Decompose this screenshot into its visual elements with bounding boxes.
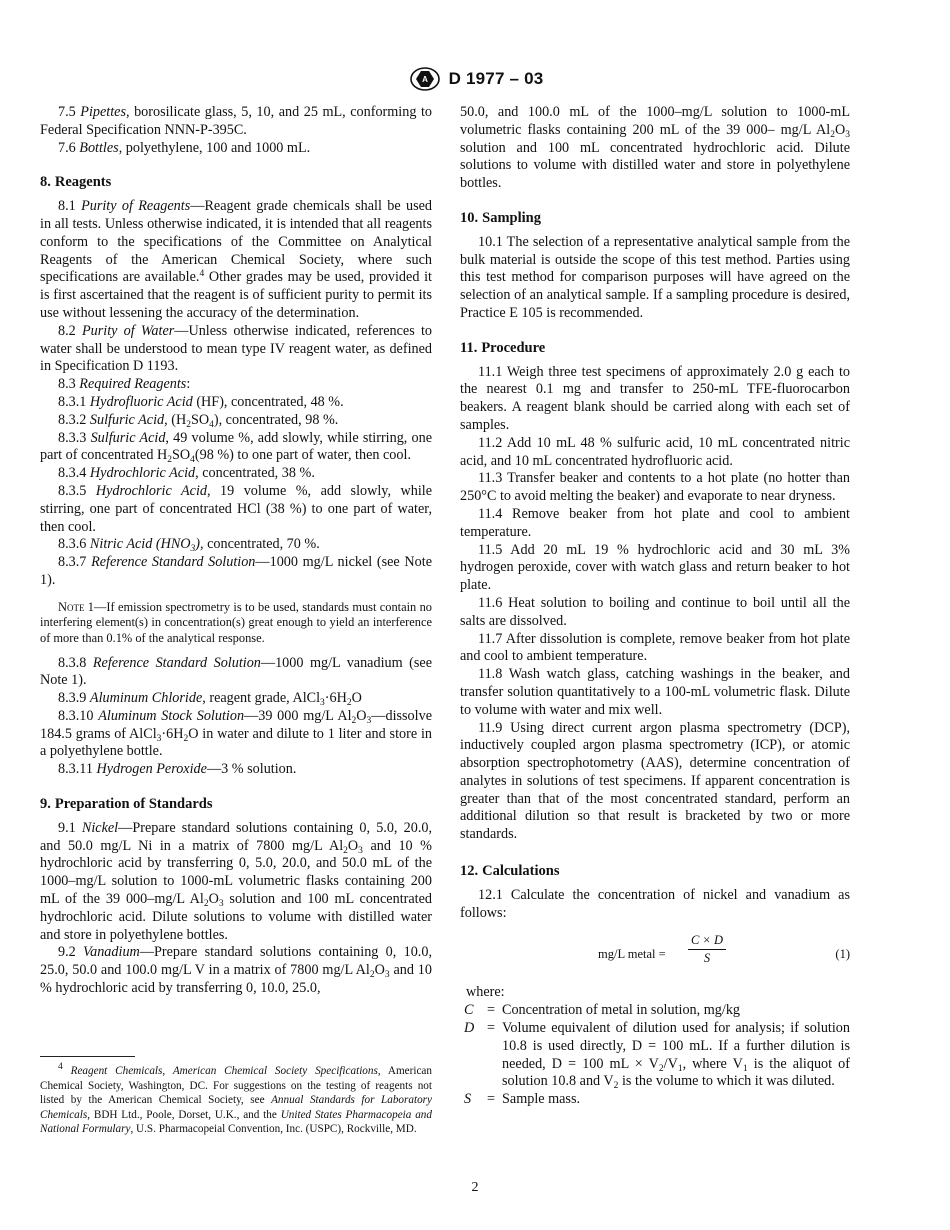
- section-7-6: 7.6 Bottles, polyethylene, 100 and 1000 mL.: [58, 139, 311, 156]
- page-number: 2: [471, 1180, 479, 1195]
- left-column: [40, 104, 432, 998]
- section-8-3-4: 8.3.4 Hydrochloric Acid, concentrated, 38 %.: [58, 465, 315, 482]
- section-11-7: 11.7 After dissolution is complete, remove beaker from hot plate and cool to ambient temperature.: [460, 630, 850, 665]
- where-label: where:: [466, 984, 505, 1001]
- heading-reagents: 8. Reagents: [40, 174, 112, 191]
- section-11-5: 11.5 Add 20 mL 19 % hydrochloric acid and 30 mL 3% hydrogen peroxide, cover with watch glass and return beaker to hot plate.: [460, 541, 850, 594]
- definition-d: D = Volume equivalent of dilution used for analysis; if solution 10.8 is used directly, D = 100 mL. If a further dilution is needed, D = 100 mL × $V_2/V_1$, where $V_1$ is the aliquot of solution 10.8 and $V_2$ is the volume to which it was diluted.: [464, 1020, 850, 1092]
- equation-denominator: S: [703, 951, 711, 966]
- section-8-3-3: 8.3.3 Sulfuric Acid, 49 volume %, add slowly, while stirring, one part of concentrated $H_2SO_4(98$ %) to one part of water, then cool.: [40, 429, 433, 466]
- section-8-1: 8.1 Purity of Reagents—Reagent grade chemicals shall be used in all tests. Unless otherwise indicated, it is intended that all reagents conform to the specifications of the Committee on Analytical Reagents of the American Chemical Society, where such specifications are available.$^4$ Other grades may be used, provided it is first ascertained that the reagent is of sufficient purity to permit its use without lessening the accuracy of the determination.: [40, 198, 433, 321]
- designation: D 1977 – 03: [448, 69, 544, 88]
- heading-procedure: 11. Procedure: [460, 339, 546, 356]
- footnote-4: $^4$ Reagent Chemicals, American Chemical Society Specifications, American Chemical Society, Washington, DC. For suggestions on the testing of reagents not listed by the American Chemical Society, see Annual Standards for Laboratory Chemicals, BDH Ltd., Poole, Dorset, U.K., and the United States Pharmacopeia and National Formulary, U.S. Pharmacopeial Convention, Inc. (USPC), Rockville, MD.: [40, 1062, 432, 1136]
- section-10-1: 10.1 The selection of a representative analytical sample from the bulk material is outside the scope of this test method. Parties using this test method for comparison purposes will have agreed on the selection of an analytical sample. If a sampling procedure is desired, Practice E 105 is recommended.: [460, 233, 850, 321]
- section-8-2: 8.2 Purity of Water—Unless otherwise indicated, references to water shall be understood to mean type IV reagent water, as defined in Specification D 1193.: [40, 322, 432, 375]
- section-8-3-7: 8.3.7 Reference Standard Solution—1000 mg/L nickel (see Note 1).: [40, 554, 432, 588]
- definition-c: C = Concentration of metal in solution, mg/kg: [464, 1002, 741, 1019]
- section-11-4: 11.4 Remove beaker from hot plate and cool to ambient temperature.: [460, 505, 850, 540]
- astm-logo-icon: [407, 66, 443, 92]
- heading-calculations: 12. Calculations: [460, 863, 560, 880]
- section-11-3: 11.3 Transfer beaker and contents to a hot plate (no hotter than 250°C to avoid melting the beaker) and evaporate to near dryness.: [460, 470, 850, 505]
- section-8-3-9: 8.3.9 Aluminum Chloride, reagent grade, $AlCl_3\cdot 6H_2O$: [58, 690, 362, 709]
- section-11-1: 11.1 Weigh three test specimens of approximately 2.0 g each to the nearest 0.1 mg and transfer to 250-mL TFE-fluorocarbon beakers. A reagent blank should be carried along with each set of samples.: [460, 363, 850, 433]
- section-11-6: 11.6 Heat solution to boiling and continue to boil until all the salts are dissolved.: [460, 594, 850, 629]
- variable-definitions: [460, 984, 850, 1109]
- equation-number: (1): [835, 947, 850, 962]
- section-8-3-1: 8.3.1 Hydrofluoric Acid (HF), concentrated, 48 %.: [58, 393, 344, 410]
- section-9-2: 9.2 Vanadium—Prepare standard solutions containing 0, 10.0, 25.0, 50.0 and 100.0 mg/L V in a matrix of 7800 mg/L $Al_2O_3$ and 10 % hydrochloric acid by transferring 0, 10.0, 25.0,: [40, 944, 432, 997]
- definition-s: S = Sample mass.: [464, 1091, 581, 1108]
- section-11-9: 11.9 Using direct current argon plasma spectrometry (DCP), inductively coupled argon plasma spectrometry (ICP), or atomic absorption spectrophotometry (AAS), determine concentration of analytes in solutions of test specimens. If apparent concentration is greater than that of the most concentrated standard, perform an additional dilution so that result is bracketed by two or more standards.: [460, 719, 850, 843]
- section-9-1: 9.1 Nickel—Prepare standard solutions containing 0, 5.0, 20.0, and 50.0 mg/L Ni in a matrix of 7800 mg/L $Al_2O_3$ and 10 % hydrochloric acid by transferring 0, 5.0, 20.0, and 50.0 mL of the 1000–mg/L solution to 1000-mL volumetric flasks containing 200 mL of the 39 000–mg/L $Al_2O_3$ solution and 100 mL concentrated hydrochloric acid. Dilute solutions to volume with distilled water and store in polyethylene bottles.: [40, 819, 433, 943]
- page-header: [0, 66, 950, 92]
- section-8-3-6: 8.3.6 Nitric Acid $(HNO_3)$, concentrated, 70 %.: [58, 536, 320, 555]
- equation-fraction: [688, 933, 726, 966]
- section-9-2-continued: 50.0, and 100.0 mL of the 1000–mg/L solution to 1000-mL volumetric flasks containing 200 mL of the 39 000– mg/L $Al_2O_3$ solution and 100 mL concentrated hydrochloric acid. Dilute solutions to volume with distilled water and store in polyethylene bottles.: [460, 104, 850, 192]
- equation-numerator: C × D: [690, 933, 724, 948]
- section-11-8: 11.8 Wash watch glass, catching washings in the beaker, and transfer solution quantitatively to a 100-mL volumetric flask. Dilute to volume with water and mix well.: [460, 666, 850, 718]
- heading-preparation-of-standards: 9. Preparation of Standards: [40, 796, 213, 813]
- footnote-divider: [40, 1056, 135, 1057]
- equation-lhs: mg/L metal =: [598, 947, 666, 962]
- section-7-5: 7.5 Pipettes, borosilicate glass, 5, 10, and 25 mL, conforming to Federal Specification NNN-P-395C.: [40, 104, 432, 138]
- section-8-3-10: 8.3.10 Aluminum Stock Solution—39 000 mg/L $Al_2O_3—dissolve$ 184.5 grams of $AlCl_3\cdot 6H_2O$ in water and dilute to 1 liter and store in a polyethylene bottle.: [40, 707, 432, 760]
- section-8-3-11: 8.3.11 Hydrogen Peroxide—3 % solution.: [58, 761, 297, 778]
- note-1: Note 1—If emission spectrometry is to be used, standards must contain no interfering element(s) in concentration(s) great enough to yield an interference of more than 0.1% of the analytical response.: [40, 599, 432, 645]
- heading-sampling: 10. Sampling: [460, 209, 541, 226]
- equation-1: [460, 932, 850, 976]
- section-11-2: 11.2 Add 10 mL 48 % sulfuric acid, 10 mL concentrated nitric acid, and 10 mL concentrated hydrofluoric acid.: [460, 434, 850, 469]
- footnote-ref: 4: [199, 269, 205, 280]
- svg-text:A: A: [421, 75, 428, 84]
- section-8-3-2: 8.3.2 Sulfuric Acid, $(H_2SO_4)$, concentrated, 98 %.: [58, 411, 339, 430]
- fraction-bar: [688, 949, 726, 950]
- section-8-3-8: 8.3.8 Reference Standard Solution—1000 mg/L vanadium (see Note 1).: [40, 654, 432, 689]
- section-12-1: 12.1 Calculate the concentration of nickel and vanadium as follows:: [460, 886, 850, 921]
- section-8-3-5: 8.3.5 Hydrochloric Acid, 19 volume %, add slowly, while stirring, one part of concentrated HCl (38 %) to one part of water, then cool.: [40, 482, 433, 535]
- section-8-3: 8.3 Required Reagents:: [58, 376, 191, 393]
- right-column: [460, 104, 850, 1109]
